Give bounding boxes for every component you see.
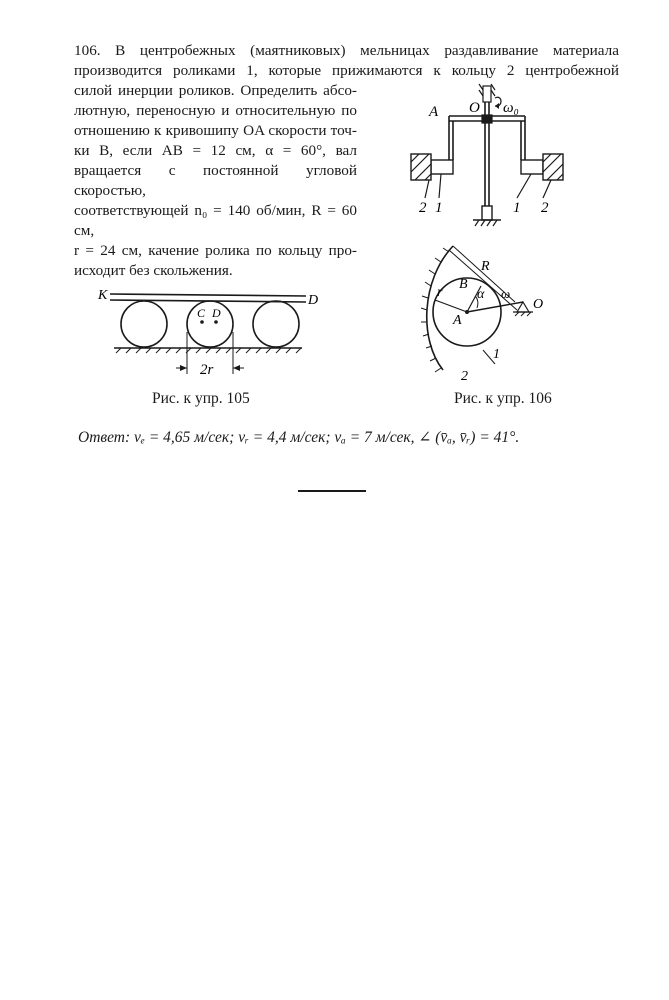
- problem-col-line-5: вращается с постоянной угловой скоростью,: [74, 162, 357, 199]
- fig105-diagram: [96, 282, 332, 382]
- fig106-label-1-right: 1: [513, 200, 521, 216]
- section-divider: [298, 490, 366, 492]
- fig105-label-D-point: D: [212, 306, 221, 320]
- fig106-label-A: A: [429, 104, 439, 120]
- fig106-caption: Рис. к упр. 106: [454, 390, 552, 407]
- problem-line-2: производится роликами 1, которые прижимаются к кольцу 2 центробежной: [74, 62, 619, 79]
- problem-line-1: 106. В центробежных (маятниковых) мельницах раздавливание материала: [74, 42, 619, 59]
- fig106-label-O: O: [469, 100, 480, 116]
- problem-col-line-3: отношению к кривошипу OA скорости точ-: [74, 122, 357, 139]
- fig106-label-1-ring: 1: [493, 347, 500, 362]
- problem-column-text: [74, 81, 357, 281]
- problem-col-line-1: силой инерции роликов. Определить абсо-: [74, 82, 357, 99]
- problem-intro: [74, 41, 619, 81]
- fig106-label-A2: A: [453, 313, 462, 328]
- fig106-label-R: R: [481, 259, 490, 274]
- fig106-label-alpha: α: [477, 287, 485, 302]
- fig106-label-omega-small: ω: [501, 286, 511, 301]
- fig106-label-2-ring: 2: [461, 369, 468, 384]
- fig106-label-B: B: [459, 277, 468, 292]
- fig106-label-O2: O: [533, 297, 544, 312]
- fig105-label-K: K: [98, 288, 108, 303]
- problem-col-line-7: r = 24 см, качение ролика по кольцу про-: [74, 242, 357, 259]
- fig106-shaft-diagram: [405, 80, 580, 230]
- problem-col-line-2: лютную, переносную и относительную по: [74, 102, 357, 119]
- fig105-label-D: D: [308, 293, 319, 308]
- fig106-label-1-left: 1: [435, 200, 443, 216]
- problem-col-line-4: ки B, если AB = 12 см, α = 60°, вал: [74, 142, 357, 159]
- problem-col-line-8: исходит без скольжения.: [74, 262, 233, 279]
- fig105-caption: Рис. к упр. 105: [152, 390, 250, 407]
- fig105-label-C: C: [197, 306, 206, 320]
- answer-text: Ответ: vₑ = 4,65 м/сек; vᵣ = 4,4 м/сек; vₐ = 7 м/сек, ∠ (v̄ₐ, v̄ᵣ) = 41°.: [78, 429, 520, 446]
- fig105-label-2r: 2r: [200, 362, 214, 378]
- fig106-ring-diagram: [405, 240, 565, 385]
- fig106-label-2-left: 2: [419, 200, 427, 216]
- problem-col-line-6: соответствующей n₀ = 140 об/мин, R = 60 см,: [74, 202, 357, 239]
- fig106-label-2-right: 2: [541, 200, 549, 216]
- fig106-label-r: r: [437, 285, 443, 300]
- fig106-label-omega: ω₀: [503, 100, 519, 116]
